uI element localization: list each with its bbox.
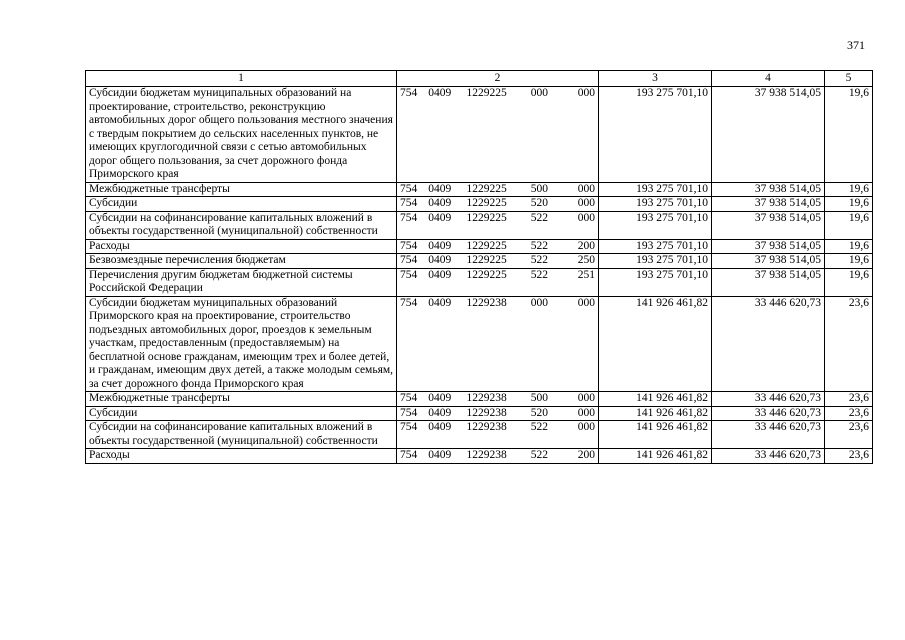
kosgu-code: 000: [577, 87, 595, 99]
article-code: 1229225: [466, 254, 507, 266]
header-col-4: 4: [712, 71, 825, 87]
section-code: 0409: [428, 421, 452, 433]
admin-code: 754: [400, 239, 418, 252]
expense-type-code: 522: [530, 254, 548, 266]
admin-code: 754: [400, 87, 418, 99]
article-code: 1229225: [466, 268, 507, 281]
admin-code: 754: [400, 296, 418, 309]
section-code: 0409: [428, 449, 452, 461]
row-col3-value: 141 926 461,82: [599, 392, 712, 407]
section-code: 0409: [428, 406, 452, 419]
admin-code: 754: [400, 254, 418, 266]
row-codes: [397, 296, 599, 392]
row-col5-value: 19,6: [825, 182, 873, 197]
row-codes: [397, 392, 599, 407]
section-code: 0409: [428, 254, 452, 266]
row-col5-value: 23,6: [825, 421, 873, 449]
expense-type-code: 520: [530, 406, 548, 419]
article-code: 1229225: [466, 197, 507, 209]
row-col4-value: 37 938 514,05: [712, 239, 825, 254]
row-col4-value: 37 938 514,05: [712, 182, 825, 197]
row-col5-value: 19,6: [825, 211, 873, 239]
row-description: Перечисления другим бюджетам бюджетной системы Российской Федерации: [86, 268, 397, 296]
expense-type-code: 000: [530, 296, 548, 309]
kosgu-code: 000: [577, 421, 595, 433]
table-body: [86, 87, 873, 464]
header-col-2: 2: [397, 71, 599, 87]
row-codes: [397, 211, 599, 239]
row-description: Расходы: [86, 449, 397, 464]
row-col5-value: 23,6: [825, 296, 873, 392]
table-row: [86, 239, 873, 254]
table-row: [86, 182, 873, 197]
article-code: 1229225: [466, 87, 507, 99]
admin-code: 754: [400, 392, 418, 404]
row-col4-value: 33 446 620,73: [712, 392, 825, 407]
row-codes: [397, 421, 599, 449]
row-col5-value: 19,6: [825, 87, 873, 183]
row-description: Безвозмездные перечисления бюджетам: [86, 254, 397, 269]
article-code: 1229238: [466, 406, 507, 419]
row-description: Субсидии бюджетам муниципальных образований Приморского края на проектирование, строительство подъездных автомобильных дорог, проездов к земельным участкам, предоставленным (предоставляемым) на бесплатной основе гражданам, имеющим трех и более детей, и гражданам, имеющим двух детей, а также молодым семьям, за счет дорожного фонда Приморского края: [86, 296, 397, 392]
row-col4-value: 37 938 514,05: [712, 197, 825, 212]
row-col3-value: 141 926 461,82: [599, 406, 712, 421]
kosgu-code: 000: [577, 406, 595, 419]
kosgu-code: 200: [577, 449, 595, 461]
article-code: 1229238: [466, 296, 507, 309]
article-code: 1229238: [466, 449, 507, 461]
row-codes: [397, 268, 599, 296]
header-col-1: 1: [86, 71, 397, 87]
section-code: 0409: [428, 211, 452, 224]
row-col3-value: 193 275 701,10: [599, 197, 712, 212]
row-col4-value: 37 938 514,05: [712, 211, 825, 239]
row-col5-value: 19,6: [825, 268, 873, 296]
kosgu-code: 000: [577, 296, 595, 309]
admin-code: 754: [400, 406, 418, 419]
expense-type-code: 522: [530, 268, 548, 281]
row-col4-value: 33 446 620,73: [712, 449, 825, 464]
row-codes: [397, 239, 599, 254]
expense-type-code: 500: [530, 182, 548, 195]
section-code: 0409: [428, 296, 452, 309]
row-col5-value: 23,6: [825, 449, 873, 464]
table-row: [86, 296, 873, 392]
kosgu-code: 000: [577, 182, 595, 195]
row-codes: [397, 254, 599, 269]
row-col5-value: 23,6: [825, 406, 873, 421]
row-col4-value: 37 938 514,05: [712, 87, 825, 183]
kosgu-code: 000: [577, 392, 595, 404]
kosgu-code: 000: [577, 197, 595, 209]
table-row: [86, 449, 873, 464]
kosgu-code: 200: [577, 239, 595, 252]
row-description: Субсидии на софинансирование капитальных вложений в объекты государственной (муниципальной) собственности: [86, 421, 397, 449]
section-code: 0409: [428, 268, 452, 281]
table-row: [86, 421, 873, 449]
article-code: 1229225: [466, 182, 507, 195]
row-col5-value: 19,6: [825, 197, 873, 212]
row-col3-value: 141 926 461,82: [599, 449, 712, 464]
table-row: [86, 197, 873, 212]
section-code: 0409: [428, 197, 452, 209]
row-col5-value: 23,6: [825, 392, 873, 407]
expense-type-code: 522: [530, 211, 548, 224]
row-col5-value: 19,6: [825, 239, 873, 254]
row-col3-value: 193 275 701,10: [599, 254, 712, 269]
header-col-3: 3: [599, 71, 712, 87]
row-col3-value: 193 275 701,10: [599, 239, 712, 254]
section-code: 0409: [428, 182, 452, 195]
row-col3-value: 141 926 461,82: [599, 296, 712, 392]
row-col5-value: 19,6: [825, 254, 873, 269]
page-number: 371: [847, 38, 865, 52]
kosgu-code: 250: [577, 254, 595, 266]
row-description: Субсидии на софинансирование капитальных вложений в объекты государственной (муниципальной) собственности: [86, 211, 397, 239]
article-code: 1229238: [466, 392, 507, 404]
row-col3-value: 193 275 701,10: [599, 87, 712, 183]
row-description: Расходы: [86, 239, 397, 254]
admin-code: 754: [400, 421, 418, 433]
row-col3-value: 193 275 701,10: [599, 211, 712, 239]
article-code: 1229238: [466, 421, 507, 433]
admin-code: 754: [400, 211, 418, 224]
table-row: [86, 406, 873, 421]
row-codes: [397, 406, 599, 421]
expense-type-code: 522: [530, 449, 548, 461]
header-col-5: 5: [825, 71, 873, 87]
row-codes: [397, 87, 599, 183]
article-code: 1229225: [466, 239, 507, 252]
admin-code: 754: [400, 182, 418, 195]
row-codes: [397, 449, 599, 464]
row-description: Субсидии: [86, 197, 397, 212]
expense-type-code: 000: [530, 87, 548, 99]
row-col4-value: 33 446 620,73: [712, 421, 825, 449]
row-col4-value: 33 446 620,73: [712, 296, 825, 392]
row-description: Межбюджетные трансферты: [86, 392, 397, 407]
row-col3-value: 193 275 701,10: [599, 182, 712, 197]
section-code: 0409: [428, 392, 452, 404]
row-col3-value: 141 926 461,82: [599, 421, 712, 449]
expense-type-code: 500: [530, 392, 548, 404]
table-row: [86, 268, 873, 296]
admin-code: 754: [400, 449, 418, 461]
section-code: 0409: [428, 239, 452, 252]
table-header-row: [86, 71, 873, 87]
row-codes: [397, 197, 599, 212]
table-row: [86, 211, 873, 239]
admin-code: 754: [400, 197, 418, 209]
budget-table: [85, 70, 873, 464]
table-row: [86, 87, 873, 183]
section-code: 0409: [428, 87, 452, 99]
row-codes: [397, 182, 599, 197]
row-description: Субсидии бюджетам муниципальных образований на проектирование, строительство, реконструкцию автомобильных дорог общего пользования местного значения с твердым покрытием до сельских населенных пунктов, не имеющих круглогодичной связи с сетью автомобильных дорог общего пользования, за счет дорожного фонда Приморского края: [86, 87, 397, 183]
row-description: Межбюджетные трансферты: [86, 182, 397, 197]
article-code: 1229225: [466, 211, 507, 224]
admin-code: 754: [400, 268, 418, 281]
row-col3-value: 193 275 701,10: [599, 268, 712, 296]
expense-type-code: 522: [530, 239, 548, 252]
expense-type-code: 522: [530, 421, 548, 433]
row-col4-value: 33 446 620,73: [712, 406, 825, 421]
row-col4-value: 37 938 514,05: [712, 268, 825, 296]
expense-type-code: 520: [530, 197, 548, 209]
row-description: Субсидии: [86, 406, 397, 421]
table-row: [86, 254, 873, 269]
kosgu-code: 251: [577, 268, 595, 281]
kosgu-code: 000: [577, 211, 595, 224]
table-row: [86, 392, 873, 407]
row-col4-value: 37 938 514,05: [712, 254, 825, 269]
